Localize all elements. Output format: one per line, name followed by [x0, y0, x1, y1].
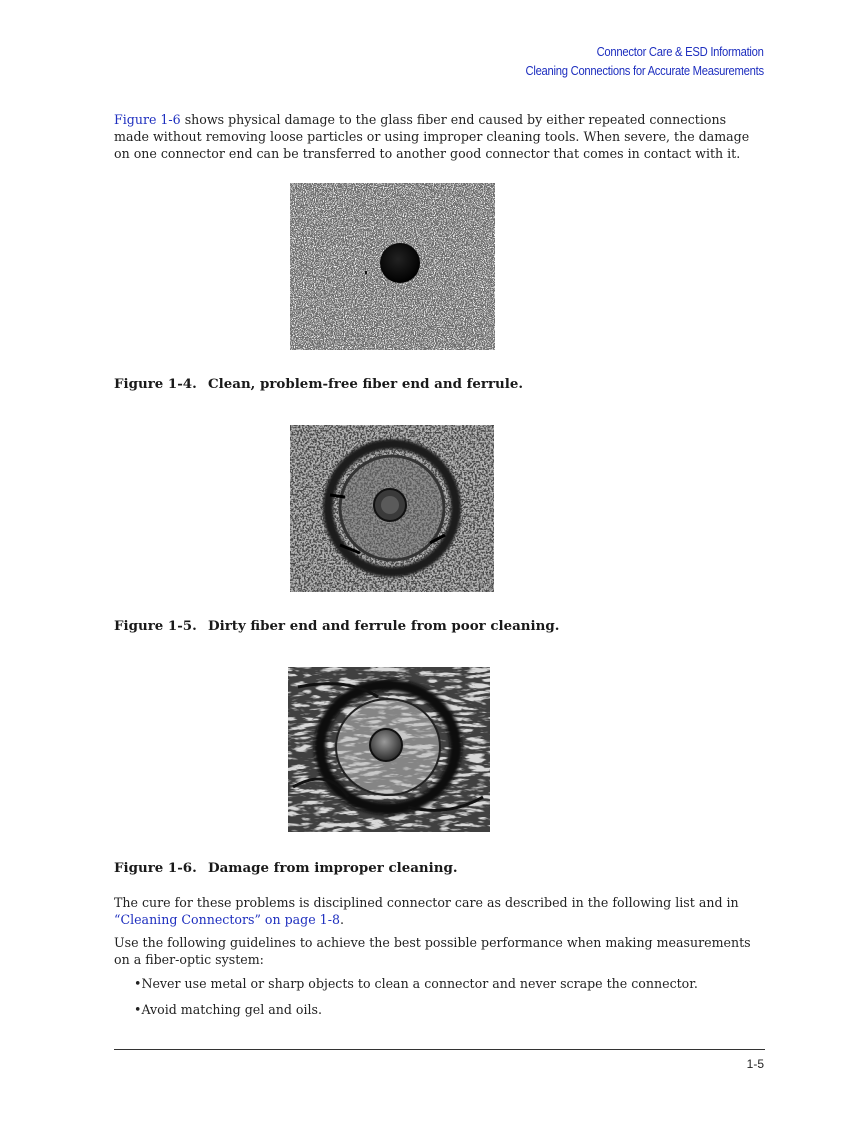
guidelines-paragraph: Use the following guidelines to achieve the best possible performance when making measurements on a fiber-optic system: — [114, 935, 751, 967]
cure-paragraph: The cure for these problems is disciplined connector care as described in the following list and in “Cleaning Connectors” on page 1-8. — [114, 895, 739, 927]
intro-text: shows physical damage to the glass fiber end caused by either repeated connections made without removing loose particles or using improper cleaning tools. When severe, the damage on one connector end can be transferred to another good connector that comes in contact with it. — [114, 112, 750, 161]
figure-1-4-image — [290, 183, 495, 350]
figure-1-6-image — [288, 667, 490, 832]
figure-1-5-image — [290, 425, 494, 592]
fiber-core — [380, 243, 420, 283]
running-header-chapter: Connector Care & ESD Information — [596, 45, 764, 59]
figure-1-6-link[interactable]: Figure 1-6 — [114, 112, 181, 127]
figure-1-4-caption: Figure 1-4. Clean, problem-free fiber end and ferrule. — [114, 376, 524, 392]
cure-text: The cure for these problems is disciplined connector care as described in the following list and in — [114, 895, 739, 910]
bullet-item: •Never use metal or sharp objects to clean a connector and never scrape the connector. — [134, 976, 698, 991]
footer-divider — [114, 1049, 765, 1050]
figure-1-6-caption: Figure 1-6. Damage from improper cleaning. — [114, 860, 458, 876]
page-number: 1-5 — [746, 1057, 764, 1071]
running-header-section: Cleaning Connections for Accurate Measurements — [525, 64, 764, 78]
intro-paragraph — [114, 111, 764, 162]
figure-1-5-caption: Figure 1-5. Dirty fiber end and ferrule from poor cleaning. — [114, 618, 560, 634]
cleaning-connectors-link[interactable]: “Cleaning Connectors” on page 1-8 — [114, 912, 340, 927]
bullet-item: •Avoid matching gel and oils. — [134, 1002, 323, 1017]
